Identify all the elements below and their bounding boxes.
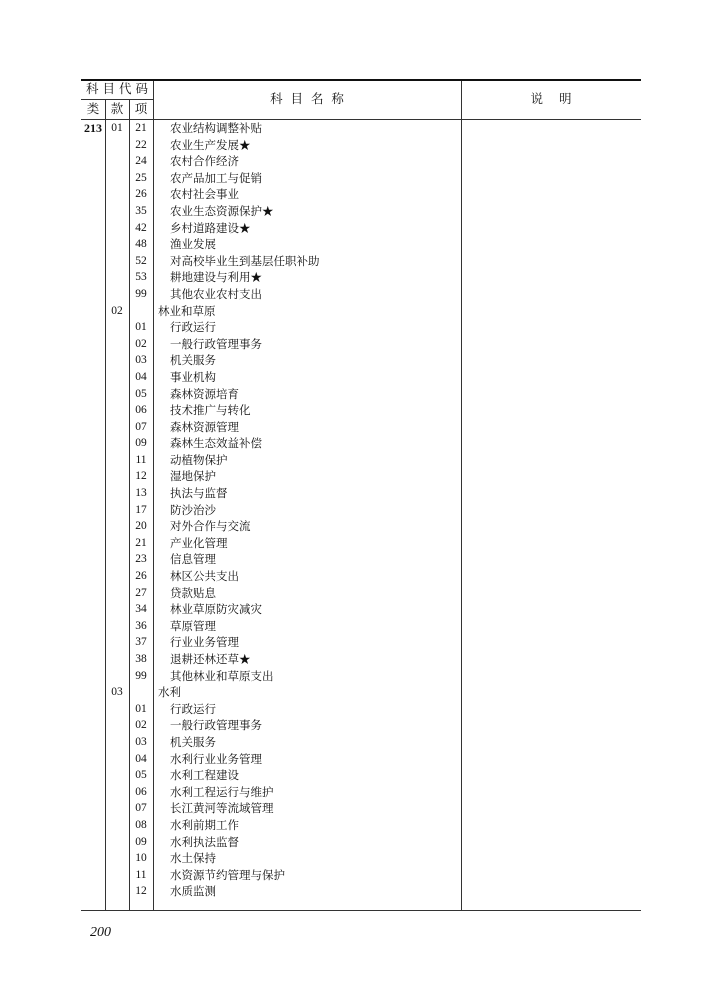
cell-xiang-code: 99 xyxy=(135,287,147,300)
cell-subject-name: 退耕还林还草★ xyxy=(170,652,251,666)
cell-subject-name: 机关服务 xyxy=(170,353,216,368)
cell-subject-name: 水利执法监督 xyxy=(170,834,239,849)
table-row xyxy=(81,668,641,685)
table-row xyxy=(81,203,641,220)
cell-xiang-code: 12 xyxy=(135,885,147,898)
cell-xiang-code: 02 xyxy=(135,719,147,732)
table-row xyxy=(81,137,641,154)
cell-xiang-code: 09 xyxy=(135,835,147,848)
table-row xyxy=(81,684,641,701)
cell-subject-name: 水质监测 xyxy=(170,884,216,899)
cell-xiang-code: 52 xyxy=(135,254,147,267)
cell-xiang-code: 04 xyxy=(135,370,147,383)
header-note: 说 明 xyxy=(530,91,572,106)
cell-subject-name: 行政运行 xyxy=(170,701,216,716)
cell-subject-name: 森林生态效益补偿 xyxy=(170,436,262,451)
table-row xyxy=(81,800,641,817)
cell-subject-name: 其他农业农村支出 xyxy=(170,286,262,301)
cell-subject-name: 行政运行 xyxy=(170,320,216,335)
cell-xiang-code: 38 xyxy=(135,653,147,665)
cell-xiang-code: 37 xyxy=(135,636,147,649)
header-lei: 类 xyxy=(86,101,100,116)
cell-xiang-code: 48 xyxy=(135,238,147,251)
cell-xiang-code: 22 xyxy=(135,138,147,151)
cell-xiang-code: 03 xyxy=(135,735,147,748)
table-row xyxy=(81,120,641,137)
table-row xyxy=(81,817,641,834)
table-row xyxy=(81,485,641,502)
cell-subject-name: 水利前期工作 xyxy=(170,817,239,832)
table-row xyxy=(81,468,641,485)
cell-xiang-code: 12 xyxy=(135,470,147,483)
table-row xyxy=(81,717,641,734)
table-row xyxy=(81,701,641,718)
cell-xiang-code: 02 xyxy=(135,337,147,350)
table-row xyxy=(81,867,641,884)
cell-subject-name: 对外合作与交流 xyxy=(170,519,251,534)
cell-xiang-code: 23 xyxy=(135,553,147,566)
cell-xiang-code: 07 xyxy=(135,802,147,815)
table-row xyxy=(81,386,641,403)
cell-subject-name: 对高校毕业生到基层任职补助 xyxy=(170,253,320,268)
cell-subject-name: 动植物保护 xyxy=(170,452,228,467)
cell-xiang-code: 04 xyxy=(135,752,147,765)
cell-subject-name: 农产品加工与促销 xyxy=(170,170,262,185)
cell-subject-name: 湿地保护 xyxy=(170,469,216,484)
cell-subject-name: 渔业发展 xyxy=(170,237,216,252)
table-row xyxy=(81,767,641,784)
table-row xyxy=(81,170,641,187)
cell-subject-name: 事业机构 xyxy=(170,369,216,384)
table-row xyxy=(81,303,641,320)
cell-xiang-code: 05 xyxy=(135,769,147,782)
cell-xiang-code: 20 xyxy=(135,520,147,533)
cell-subject-name: 产业化管理 xyxy=(170,535,228,550)
table-row xyxy=(81,286,641,303)
table-row xyxy=(81,253,641,270)
table-row xyxy=(81,352,641,369)
table-row xyxy=(81,784,641,801)
cell-subject-name: 乡村道路建设★ xyxy=(170,220,251,235)
cell-subject-name: 林业和草原 xyxy=(158,303,216,318)
table-row xyxy=(81,585,641,602)
cell-subject-name: 水利行业业务管理 xyxy=(170,751,262,766)
cell-subject-name: 林区公共支出 xyxy=(170,569,239,584)
cell-subject-name: 机关服务 xyxy=(170,734,216,749)
table-row xyxy=(81,883,641,900)
table-row xyxy=(81,269,641,286)
cell-xiang-code: 99 xyxy=(135,669,147,682)
table-row xyxy=(81,518,641,535)
table-row xyxy=(81,502,641,519)
cell-xiang-code: 01 xyxy=(135,702,147,715)
table-row xyxy=(81,551,641,568)
table-row xyxy=(81,601,641,618)
cell-xiang-code: 10 xyxy=(135,852,147,865)
cell-xiang-code: 08 xyxy=(135,818,147,831)
table-row xyxy=(81,336,641,353)
cell-subject-name: 农村合作经济 xyxy=(170,154,239,169)
table-row xyxy=(81,751,641,768)
cell-subject-name: 农村社会事业 xyxy=(170,187,239,202)
cell-subject-name: 草原管理 xyxy=(170,618,216,633)
page-number: 200 xyxy=(90,925,111,940)
header-subject-name: 科 目 名 称 xyxy=(270,91,344,106)
table-row xyxy=(81,568,641,585)
table-row xyxy=(81,452,641,469)
cell-xiang-code: 13 xyxy=(135,487,147,500)
cell-xiang-code: 21 xyxy=(135,122,147,134)
cell-xiang-code: 07 xyxy=(135,420,147,433)
cell-xiang-code: 34 xyxy=(135,603,147,616)
table-row xyxy=(81,153,641,170)
cell-xiang-code: 24 xyxy=(135,155,147,168)
table-row xyxy=(81,319,641,336)
cell-subject-name: 一般行政管理事务 xyxy=(170,336,262,351)
table-row xyxy=(81,402,641,419)
table-top-rule xyxy=(81,79,641,81)
cell-subject-name: 林业草原防灾减灾 xyxy=(170,602,262,617)
table-row xyxy=(81,651,641,668)
table-row xyxy=(81,220,641,237)
header-xiang: 项 xyxy=(134,101,148,116)
cell-subject-name: 农业生产发展★ xyxy=(170,137,251,152)
cell-kuan-code: 03 xyxy=(111,686,123,699)
cell-subject-name: 贷款贴息 xyxy=(170,585,216,600)
cell-subject-name: 防沙治沙 xyxy=(170,502,216,517)
cell-subject-name: 耕地建设与利用★ xyxy=(170,270,262,285)
cell-xiang-code: 11 xyxy=(135,453,147,466)
cell-xiang-code: 05 xyxy=(135,387,147,400)
table-row xyxy=(81,850,641,867)
cell-subject-name: 行业业务管理 xyxy=(170,635,239,650)
cell-subject-name: 技术推广与转化 xyxy=(170,403,251,418)
cell-xiang-code: 26 xyxy=(135,570,147,583)
cell-subject-name: 水利 xyxy=(158,685,181,700)
cell-xiang-code: 27 xyxy=(135,586,147,599)
cell-subject-name: 水利工程运行与维护 xyxy=(170,784,274,799)
header-code-group: 科 目 代 码 xyxy=(86,81,148,96)
cell-xiang-code: 11 xyxy=(135,868,147,881)
table-row xyxy=(81,419,641,436)
cell-xiang-code: 21 xyxy=(135,536,147,549)
cell-xiang-code: 36 xyxy=(135,619,147,632)
cell-subject-name: 水利工程建设 xyxy=(170,768,239,783)
table-row xyxy=(81,535,641,552)
cell-subject-name: 水资源节约管理与保护 xyxy=(170,867,285,882)
cell-subject-name: 其他林业和草原支出 xyxy=(170,668,274,683)
cell-xiang-code: 17 xyxy=(135,503,147,516)
cell-kuan-code: 01 xyxy=(111,122,123,134)
cell-kuan-code: 02 xyxy=(111,304,123,317)
table-row xyxy=(81,618,641,635)
table-row xyxy=(81,834,641,851)
cell-subject-name: 农业结构调整补贴 xyxy=(170,121,262,135)
table-row xyxy=(81,634,641,651)
cell-subject-name: 信息管理 xyxy=(170,552,216,567)
cell-xiang-code: 25 xyxy=(135,171,147,184)
table-body xyxy=(81,120,641,900)
table-row xyxy=(81,236,641,253)
cell-subject-name: 执法与监督 xyxy=(170,486,228,501)
cell-subject-name: 森林资源培育 xyxy=(170,386,239,401)
header-kuan: 款 xyxy=(110,101,124,116)
table-row xyxy=(81,369,641,386)
cell-xiang-code: 01 xyxy=(135,321,147,334)
table-row xyxy=(81,186,641,203)
cell-xiang-code: 26 xyxy=(135,188,147,201)
cell-subject-name: 长江黄河等流域管理 xyxy=(170,801,274,816)
table-bottom-rule xyxy=(81,910,641,911)
cell-xiang-code: 35 xyxy=(135,204,147,217)
cell-xiang-code: 42 xyxy=(135,221,147,234)
table-row xyxy=(81,435,641,452)
cell-xiang-code: 09 xyxy=(135,437,147,450)
cell-subject-name: 水土保持 xyxy=(170,851,216,866)
cell-lei-code: 213 xyxy=(84,121,102,135)
cell-xiang-code: 03 xyxy=(135,354,147,367)
cell-subject-name: 森林资源管理 xyxy=(170,419,239,434)
cell-xiang-code: 06 xyxy=(135,404,147,417)
cell-xiang-code: 06 xyxy=(135,785,147,798)
cell-subject-name: 农业生态资源保护★ xyxy=(170,203,274,218)
table-row xyxy=(81,734,641,751)
cell-subject-name: 一般行政管理事务 xyxy=(170,718,262,733)
cell-xiang-code: 53 xyxy=(135,271,147,284)
